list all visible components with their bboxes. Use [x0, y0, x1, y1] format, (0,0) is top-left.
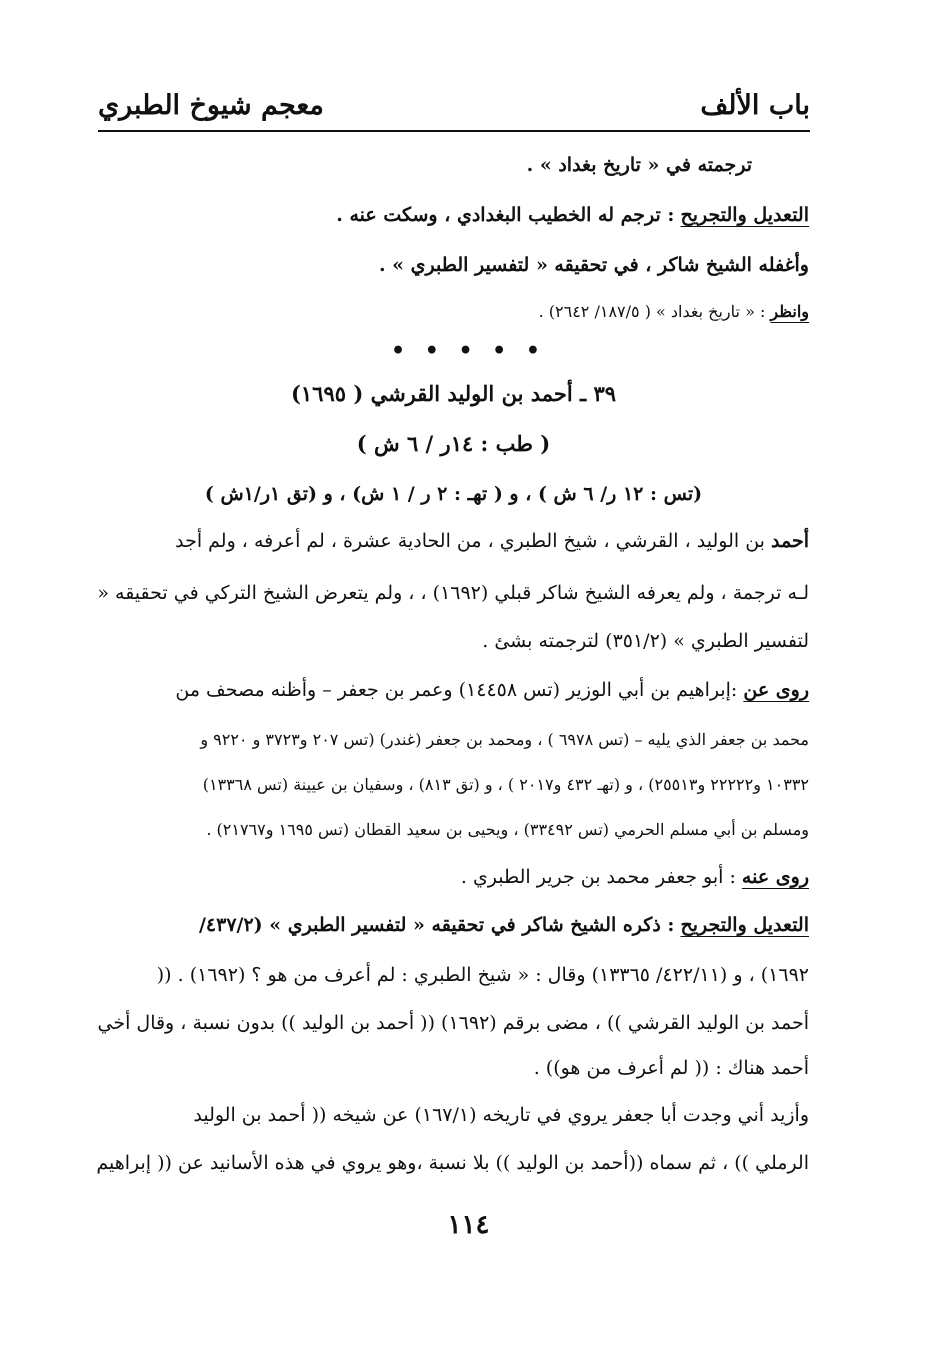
narrated-by-line: روى عنه : أبو جعفر محمد بن جرير الطبري .: [460, 866, 809, 888]
prev-entry-note: وأغفله الشيخ شاكر ، في تحقيقه « لتفسير الطبري » .: [378, 254, 809, 276]
section-label: التعديل والتجريح: [680, 204, 809, 226]
narrated-from-line: ومسلم بن أبي مسلم الحرمي (تس ٣٣٤٩٢) ، ويحيى بن سعيد القطان (تس ١٦٩٥ و٢١٧٦٧) .: [206, 820, 809, 839]
biography-line: لتفسير الطبري » (٣٥١/٢) لترجمته بشئ .: [482, 630, 809, 652]
tadil-line: التعديل والتجريح : ذكره الشيخ شاكر في تحقيقه « لتفسير الطبري » (٤٣٧/٢/: [198, 914, 809, 936]
narrated-from-line: ١٠٣٣٢ و٢٢٢٢٢ و٢٥٥١٣) ، و (تهـ ٤٣٢ و٢٠١٧ ) ، و (تق ٨١٣) ، وسفيان بن عيينة (تس ١٣٣٦٨): [202, 775, 809, 794]
section-label: وانظر: [770, 302, 809, 321]
tadil-line: ١٦٩٢) ، و (٤٢٢/١١/ ١٣٣٦٥) وقال : « شيخ الطبري : لم أعرف من هو ؟ (١٦٩٢) . ((: [156, 964, 809, 986]
tadil-line: أحمد هناك : (( لم أعرف من هو)) .: [533, 1057, 809, 1079]
section-label: التعديل والتجريح: [680, 914, 809, 936]
chapter-title: باب الألف: [700, 90, 810, 121]
narrated-from-line: روى عن :إبراهيم بن أبي الوزير (تس ١٤٤٥٨) وعمر بن جعفر – وأظنه مصحف من: [175, 679, 809, 701]
tadil-line: أحمد بن الوليد القرشي )) ، مضى برقم (١٦٩٢) (( أحمد بن الوليد )) بدون نسبة ، وقال أخي: [97, 1012, 809, 1034]
narrated-from-line: محمد بن جعفر الذي يليه – (تس ٦٩٧٨ ) ، ومحمد بن جعفر (غندر) (تس ٢٠٧ و٣٧٢٣ و ٩٢٢٠ و: [200, 730, 809, 749]
page-number: ١١٤: [447, 1210, 490, 1240]
book-title: معجم شيوخ الطبري: [98, 90, 324, 121]
biography-line: لـه ترجمة ، ولم يعرفه الشيخ شاكر قبلي (١٦٩٢) ، ، ولم يتعرض الشيخ التركي في تحقيقه «: [97, 582, 809, 604]
prev-entry-reference: وانظر : « تاريخ بغداد » ( ١٨٧/٥/ ٢٦٤٢) .: [538, 302, 809, 321]
separator-dots: • • • • •: [391, 338, 546, 364]
addition-line: وأزيد أني وجدت أبا جعفر يروي في تاريخه (١٦٧/١) عن شيخه (( أحمد بن الوليد: [193, 1104, 809, 1126]
addition-line: الرملي )) ، ثم سماه ((أحمد بن الوليد )) بلا نسبة ،وهو يروي في هذه الأسانيد عن (( إبراهيم: [96, 1152, 809, 1174]
prev-entry-line: ترجمته في « تاريخ بغداد » .: [526, 154, 752, 176]
section-label: روى عن: [743, 679, 809, 701]
section-label: روى عنه: [741, 866, 809, 888]
biography-line: أحمد بن الوليد ، القرشي ، شيخ الطبري ، من الحادية عشرة ، لم أعرفه ، ولم أجد: [175, 530, 809, 552]
running-header: [98, 82, 810, 132]
entry-codes: ( طب : ١٤ر / ٦ ش ): [356, 431, 551, 456]
entry-codes-secondary: (تس : ١٢ ر/ ٦ ش ) ، و ( تهـ : ٢ ر / ١ ش) ، و (تق ١ر/١ش ): [204, 483, 703, 505]
entry-title: ٣٩ ـ أحمد بن الوليد القرشي ( ١٦٩٥): [290, 381, 617, 406]
prev-entry-tadil: التعديل والتجريح : ترجم له الخطيب البغدادي ، وسكت عنه .: [336, 204, 809, 226]
